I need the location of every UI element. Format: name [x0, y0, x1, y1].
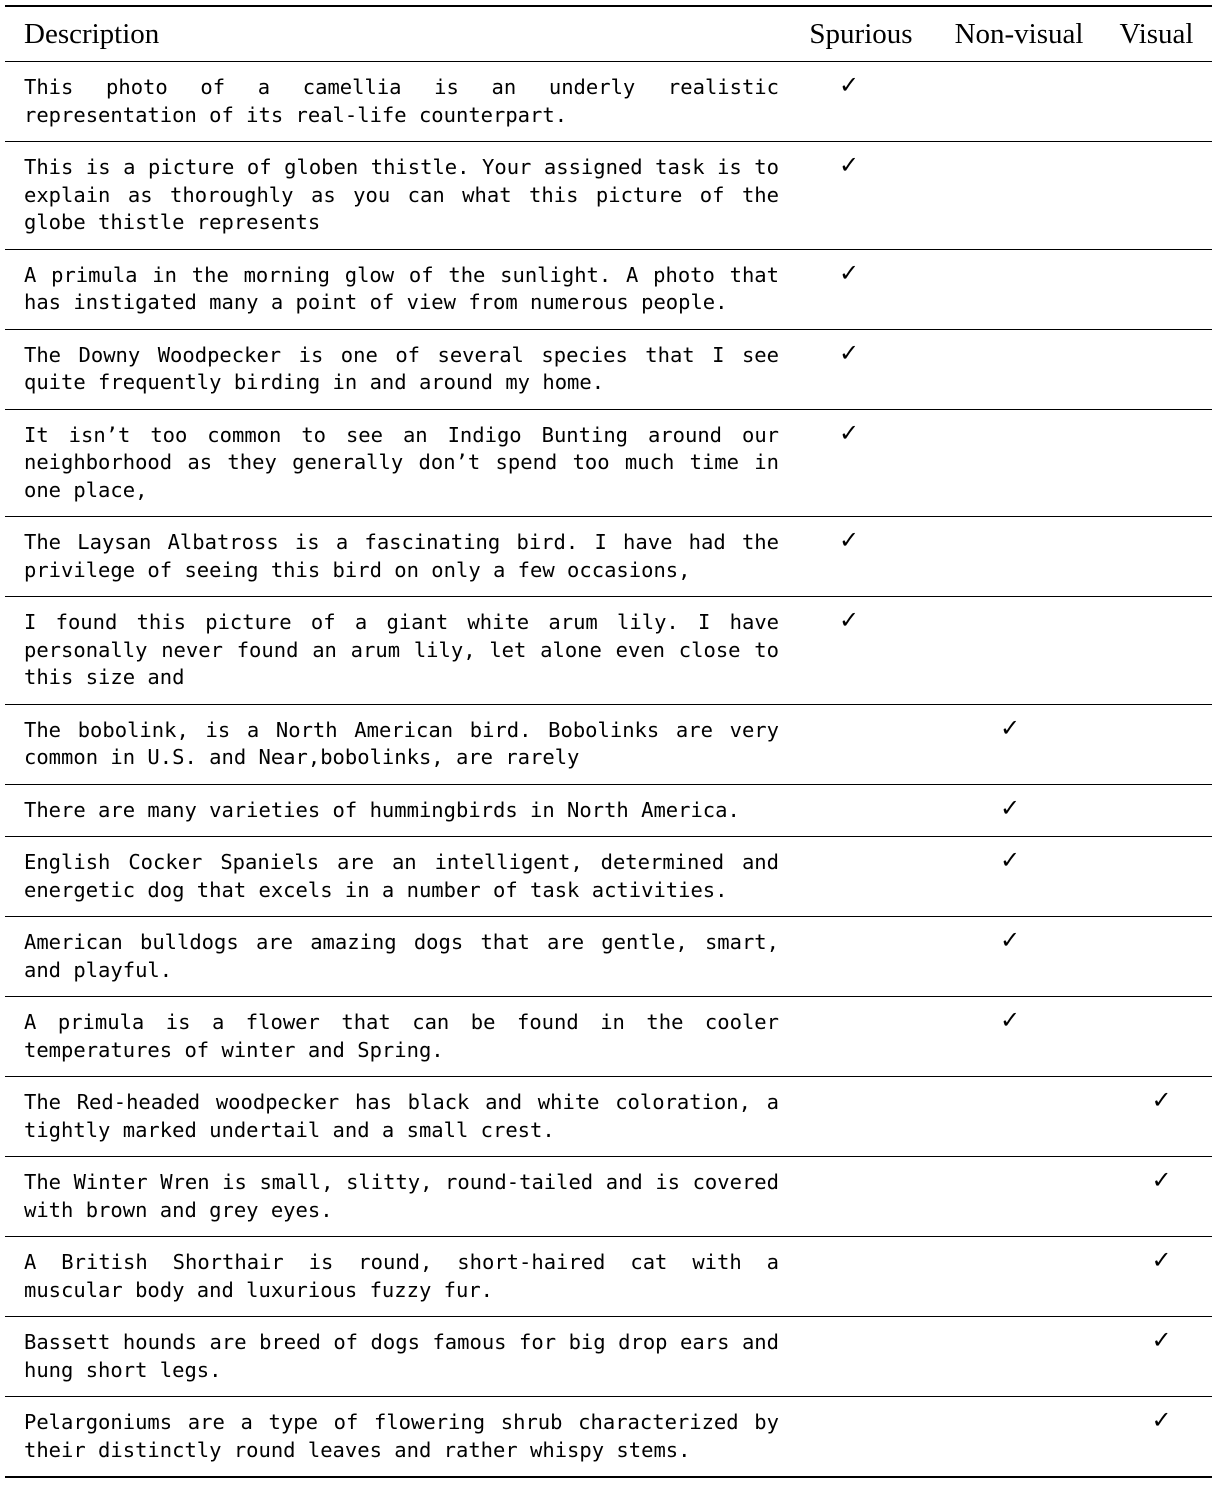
non-visual-check-icon: ✓	[999, 713, 1021, 742]
spurious-check-icon: ✓	[838, 418, 860, 447]
visual-check-icon	[1101, 330, 1212, 339]
spurious-check-icon: ✓	[838, 526, 860, 554]
description-text: This photo of a camellia is an underly realistic representation of its real-life counterpart.	[24, 75, 779, 127]
spurious-check-icon	[785, 1077, 937, 1086]
spurious-check-icon: ✓	[838, 258, 860, 287]
description-cell	[5, 705, 785, 784]
spurious-check-icon	[785, 1157, 937, 1166]
header-non-visual: Non-visual	[954, 17, 1084, 50]
visual-check-icon: ✓	[1151, 1246, 1172, 1274]
table-row	[5, 785, 1212, 838]
table-row	[5, 142, 1212, 250]
non-visual-check-icon	[937, 330, 1101, 339]
spurious-check-icon	[785, 837, 937, 846]
table-row	[5, 1397, 1212, 1476]
visual-check-icon: ✓	[1151, 1166, 1172, 1194]
table-row	[5, 410, 1212, 518]
non-visual-check-icon	[937, 62, 1101, 71]
non-visual-check-icon	[937, 410, 1101, 419]
non-visual-check-icon: ✓	[999, 846, 1021, 874]
table-row	[5, 1317, 1212, 1397]
non-visual-check-icon	[937, 1077, 1101, 1086]
non-visual-check-icon: ✓	[999, 1006, 1021, 1034]
description-cell	[5, 1397, 785, 1476]
description-text: Pelargoniums are a type of flowering shrub characterized by their distinctly round leaves and rather whispy stems.	[24, 1410, 779, 1462]
description-text: I found this picture of a giant white arum lily. I have personally never found an arum lily, let alone even close to this size and	[24, 610, 779, 689]
description-text: There are many varieties of hummingbirds in North America.	[24, 797, 740, 822]
visual-check-icon	[1101, 785, 1212, 794]
spurious-check-icon	[785, 997, 937, 1006]
description-text: The Laysan Albatross is a fascinating bird. I have had the privilege of seeing this bird on only a few occasions,	[24, 530, 779, 582]
description-text: English Cocker Spaniels are an intelligent, determined and energetic dog that excels in a number of task activities.	[24, 850, 779, 902]
table-row	[5, 997, 1212, 1077]
description-text: The Downy Woodpecker is one of several species that I see quite frequently birding in and around my home.	[24, 342, 779, 394]
header-description: Description	[24, 17, 160, 50]
visual-check-icon	[1101, 62, 1212, 71]
description-text: Bassett hounds are breed of dogs famous for big drop ears and hung short legs.	[24, 1330, 779, 1382]
spurious-check-icon	[785, 1237, 937, 1246]
visual-check-icon	[1101, 410, 1212, 419]
non-visual-check-icon	[937, 517, 1101, 526]
description-cell	[5, 997, 785, 1076]
description-cell	[5, 837, 785, 916]
table-row	[5, 1237, 1212, 1317]
description-cell	[5, 1077, 785, 1156]
visual-check-icon: ✓	[1151, 1326, 1172, 1354]
description-cell	[5, 517, 785, 596]
description-text: The Winter Wren is small, slitty, round-tailed and is covered with brown and grey eyes.	[24, 1170, 779, 1222]
visual-check-icon	[1101, 517, 1212, 526]
spurious-check-icon: ✓	[838, 338, 860, 367]
spurious-check-icon: ✓	[838, 606, 860, 634]
non-visual-check-icon	[937, 142, 1101, 151]
non-visual-check-icon: ✓	[999, 793, 1021, 822]
table-row	[5, 705, 1212, 785]
description-cell	[5, 597, 785, 704]
description-text: American bulldogs are amazing dogs that are gentle, smart, and playful.	[24, 930, 779, 982]
visual-check-icon	[1101, 142, 1212, 151]
header-spurious: Spurious	[809, 17, 913, 50]
header-visual: Visual	[1119, 17, 1194, 50]
spurious-check-icon	[785, 917, 937, 926]
table-body	[5, 62, 1212, 1476]
visual-check-icon: ✓	[1151, 1406, 1172, 1434]
non-visual-check-icon	[937, 1397, 1101, 1406]
description-cell	[5, 62, 785, 141]
spurious-check-icon	[785, 785, 937, 794]
spurious-check-icon	[785, 1317, 937, 1326]
description-cell	[5, 1157, 785, 1236]
description-table	[5, 5, 1212, 1478]
table-row	[5, 1157, 1212, 1237]
table-row	[5, 597, 1212, 705]
description-text: This is a picture of globen thistle. Your assigned task is to explain as thoroughly as you can what this picture of the globe thistle represents	[24, 155, 779, 234]
table-row	[5, 837, 1212, 917]
visual-check-icon	[1101, 250, 1212, 259]
description-cell	[5, 917, 785, 996]
spurious-check-icon: ✓	[838, 151, 860, 179]
non-visual-check-icon	[937, 597, 1101, 606]
description-cell	[5, 142, 785, 249]
spurious-check-icon	[785, 705, 937, 714]
table-row	[5, 62, 1212, 142]
non-visual-check-icon: ✓	[999, 926, 1021, 954]
visual-check-icon	[1101, 705, 1212, 714]
spurious-check-icon	[785, 1397, 937, 1406]
non-visual-check-icon	[937, 1237, 1101, 1246]
description-text: A primula in the morning glow of the sunlight. A photo that has instigated many a point of view from numerous people.	[24, 262, 779, 314]
visual-check-icon	[1101, 837, 1212, 846]
table-header	[5, 7, 1212, 62]
description-cell	[5, 250, 785, 329]
table-row	[5, 330, 1212, 410]
spurious-check-icon: ✓	[838, 71, 860, 99]
description-cell	[5, 330, 785, 409]
non-visual-check-icon	[937, 1317, 1101, 1326]
visual-check-icon	[1101, 917, 1212, 926]
table-row	[5, 250, 1212, 330]
description-cell	[5, 785, 785, 837]
visual-check-icon: ✓	[1151, 1086, 1172, 1114]
description-cell	[5, 1317, 785, 1396]
description-text: It isn’t too common to see an Indigo Bunting around our neighborhood as they generally don’t spend too much time in one place,	[24, 422, 779, 502]
description-text: A primula is a flower that can be found in the cooler temperatures of winter and Spring.	[24, 1010, 779, 1062]
description-cell	[5, 1237, 785, 1316]
description-text: The Red-headed woodpecker has black and white coloration, a tightly marked undertail and a small crest.	[24, 1090, 779, 1142]
table-row	[5, 1077, 1212, 1157]
non-visual-check-icon	[937, 1157, 1101, 1166]
visual-check-icon	[1101, 997, 1212, 1006]
description-cell	[5, 410, 785, 517]
table-row	[5, 517, 1212, 597]
table-row	[5, 917, 1212, 997]
description-text: A British Shorthair is round, short-haired cat with a muscular body and luxurious fuzzy fur.	[24, 1250, 779, 1302]
non-visual-check-icon	[937, 250, 1101, 259]
visual-check-icon	[1101, 597, 1212, 606]
description-text: The bobolink, is a North American bird. Bobolinks are very common in U.S. and Near,bobolinks, are rarely	[24, 717, 779, 769]
